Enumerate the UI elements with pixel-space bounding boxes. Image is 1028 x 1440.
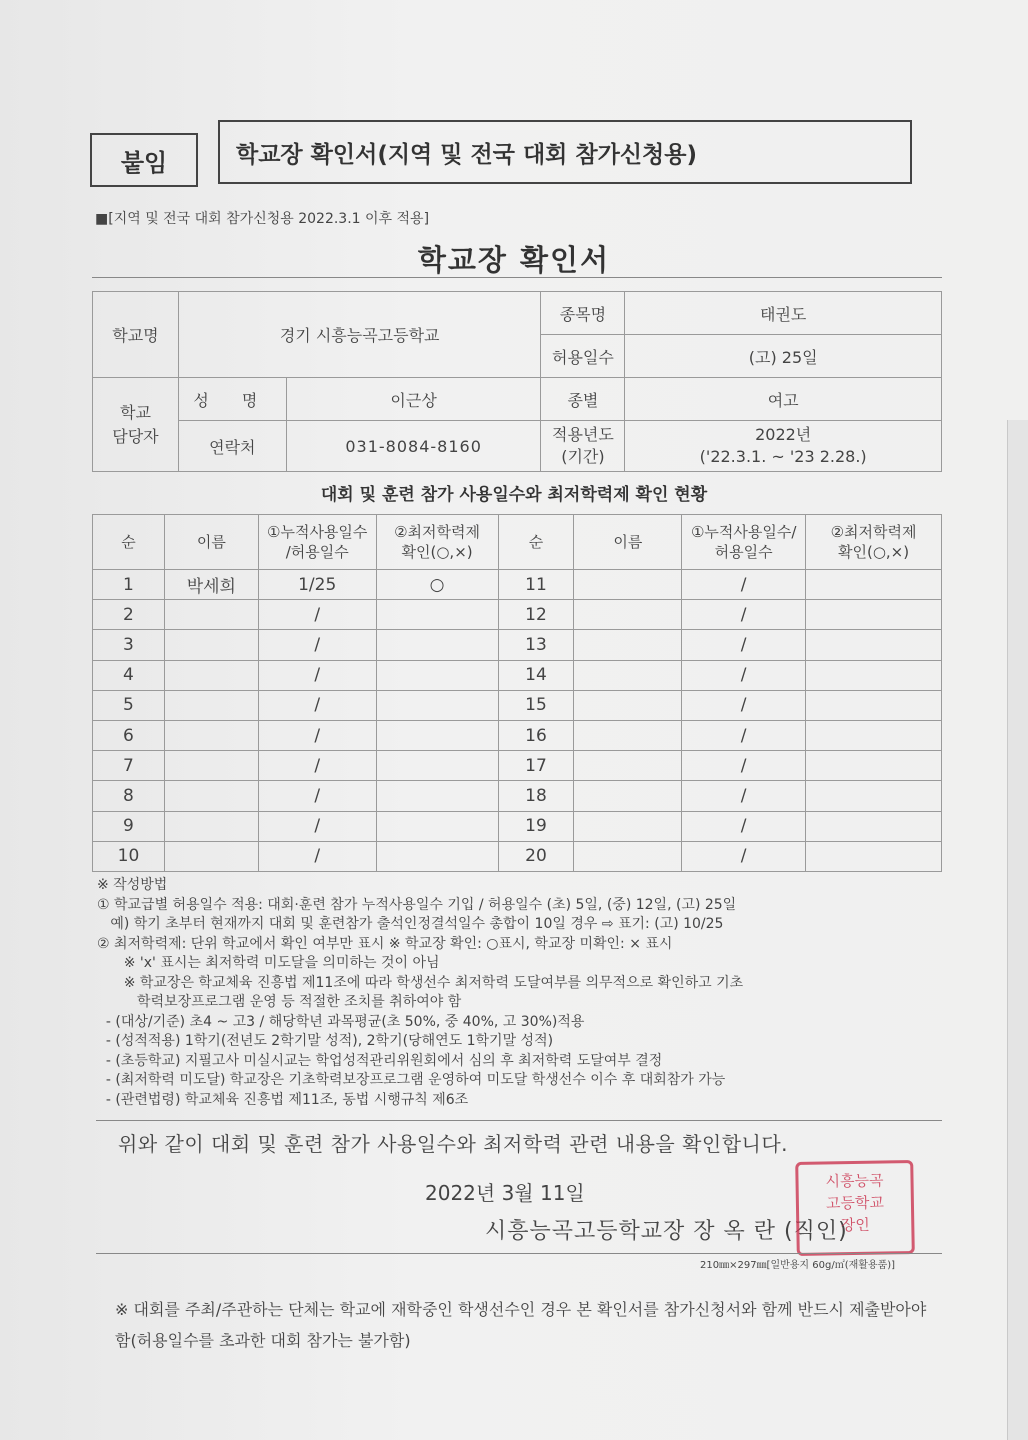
status-cell-check xyxy=(806,660,942,690)
status-cell-no: 1 xyxy=(93,570,165,600)
status-cell-days: / xyxy=(682,600,806,630)
header-name: 이름 xyxy=(164,515,258,570)
status-cell-days: / xyxy=(258,781,376,811)
status-cell-no: 7 xyxy=(93,751,165,781)
status-cell-check xyxy=(806,781,942,811)
status-cell-name: 박세희 xyxy=(164,570,258,600)
sport-value: 태권도 xyxy=(625,292,942,335)
status-cell-no: 12 xyxy=(498,600,574,630)
document-heading: 학교장 확인서(지역 및 전국 대회 참가신청용) xyxy=(218,120,912,184)
status-cell-no: 20 xyxy=(498,841,574,871)
signature-rule xyxy=(96,1253,942,1254)
header-no: 순 xyxy=(93,515,165,570)
status-cell-check xyxy=(376,600,498,630)
header-no-2: 순 xyxy=(498,515,574,570)
status-cell-days: / xyxy=(682,751,806,781)
header-days-2: ①누적사용일수/ 허용일수 xyxy=(682,515,806,570)
status-cell-check xyxy=(376,690,498,720)
status-cell-days: / xyxy=(682,781,806,811)
name-value: 이근상 xyxy=(286,378,541,421)
status-cell-check xyxy=(806,600,942,630)
footer-note: ※ 대회를 주최/주관하는 단체는 학교에 재학중인 학생선수인 경우 본 확인서를 참가신청서와 함께 반드시 제출받아야 함(허용일수를 초과한 대회 참가는 불가함) xyxy=(115,1300,927,1350)
status-cell-check xyxy=(806,841,942,871)
principal-signature: 시흥능곡고등학교장 장 옥 란 (직인) xyxy=(485,1219,848,1244)
status-cell-no: 18 xyxy=(498,781,574,811)
status-cell-check xyxy=(806,751,942,781)
status-cell-check xyxy=(376,811,498,841)
status-cell-name xyxy=(574,600,682,630)
status-cell-check xyxy=(806,630,942,660)
status-cell-no: 11 xyxy=(498,570,574,600)
status-cell-name xyxy=(574,841,682,871)
status-cell-check xyxy=(806,570,942,600)
status-cell-no: 13 xyxy=(498,630,574,660)
page-title: 학교장 확인서 xyxy=(417,243,611,277)
seal-glyphs: 시흥능곡 xyxy=(825,1171,884,1191)
status-cell-name xyxy=(164,720,258,750)
guide-line: - (초등학교) 지필고사 미실시교는 학업성적관리위원회에서 심의 후 최저학력 도달여부 결정 xyxy=(97,1052,663,1069)
paper-spec: 210㎜×297㎜[일반용지 60g/㎡(재활용품)] xyxy=(700,1260,896,1271)
status-cell-no: 8 xyxy=(93,781,165,811)
status-cell-check xyxy=(376,781,498,811)
table-row xyxy=(93,570,942,600)
table-row xyxy=(93,841,942,871)
allowed-days-value: (고) 25일 xyxy=(625,335,942,378)
status-cell-days: / xyxy=(258,841,376,871)
seal-glyphs: 장인 xyxy=(840,1215,870,1235)
sport-label: 종목명 xyxy=(541,292,625,335)
status-cell-days: / xyxy=(682,841,806,871)
status-cell-days: / xyxy=(682,811,806,841)
status-cell-name xyxy=(164,841,258,871)
writing-guide xyxy=(97,876,947,1110)
table-row xyxy=(93,600,942,630)
header-name-2: 이름 xyxy=(574,515,682,570)
status-cell-days: / xyxy=(258,811,376,841)
status-cell-days: / xyxy=(258,600,376,630)
year-cell xyxy=(625,421,942,472)
contact-value: 031-8084-8160 xyxy=(286,421,541,472)
manager-label: 학교 담당자 xyxy=(93,378,179,472)
status-cell-no: 17 xyxy=(498,751,574,781)
guide-rule xyxy=(96,1120,942,1121)
status-cell-days: / xyxy=(258,630,376,660)
status-cell-no: 6 xyxy=(93,720,165,750)
status-cell-days: / xyxy=(258,690,376,720)
guide-line: ※ 학교장은 학교체육 진흥법 제11조에 따라 학생선수 최저학력 도달여부를 의무적으로 확인하고 기초 xyxy=(97,974,744,991)
status-cell-name xyxy=(574,690,682,720)
school-info-table xyxy=(92,291,942,472)
status-cell-no: 14 xyxy=(498,660,574,690)
status-cell-check xyxy=(806,690,942,720)
status-cell-name xyxy=(164,751,258,781)
status-cell-check xyxy=(806,811,942,841)
form-note: ■[지역 및 전국 대회 참가신청용 2022.3.1 이후 적용] xyxy=(95,211,430,227)
header-check: ②최저학력제 확인(○,×) xyxy=(376,515,498,570)
official-seal xyxy=(795,1160,915,1256)
allowed-days-label: 허용일수 xyxy=(541,335,625,378)
header-check-2: ②최저학력제 확인(○,×) xyxy=(806,515,942,570)
status-cell-name xyxy=(164,600,258,630)
status-cell-days: / xyxy=(258,751,376,781)
status-cell-check xyxy=(376,841,498,871)
guide-line: - (최저학력 미도달) 학교장은 기초학력보장프로그램 운영하여 미도달 학생선수 이수 후 대회참가 가능 xyxy=(97,1072,726,1088)
status-cell-no: 9 xyxy=(93,811,165,841)
status-cell-days: / xyxy=(682,720,806,750)
table-row xyxy=(93,811,942,841)
table-row xyxy=(93,660,942,690)
table-row xyxy=(93,630,942,660)
status-cell-no: 2 xyxy=(93,600,165,630)
status-cell-name xyxy=(164,811,258,841)
issue-date: 2022년 3월 11일 xyxy=(425,1181,585,1205)
kind-label: 종별 xyxy=(541,378,625,421)
name-label: 성 명 xyxy=(178,378,286,421)
underlying-page-edge xyxy=(1007,420,1028,1440)
status-cell-name xyxy=(164,690,258,720)
status-cell-no: 19 xyxy=(498,811,574,841)
status-cell-check: ○ xyxy=(376,570,498,600)
confirmation-text: 위와 같이 대회 및 훈련 참가 사용일수와 최저학력 관련 내용을 확인합니다. xyxy=(118,1132,789,1156)
status-cell-check xyxy=(376,660,498,690)
period-value: ('22.3.1. ~ '23 2.28.) xyxy=(699,447,867,466)
status-cell-name xyxy=(574,811,682,841)
seal-glyphs: 고등학교 xyxy=(825,1193,885,1213)
status-table xyxy=(92,514,942,872)
school-label: 학교명 xyxy=(93,292,179,378)
header-days: ①누적사용일수 /허용일수 xyxy=(258,515,376,570)
status-cell-name xyxy=(574,751,682,781)
guide-line: ② 최저학력제: 단위 학교에서 확인 여부만 표시 ※ 학교장 확인: ○표시, 학교장 미확인: × 표시 xyxy=(97,935,673,952)
guide-line: - (대상/기준) 초4 ~ 고3 / 해당학년 과목평균(초 50%, 중 40%, 고 30%)적용 xyxy=(97,1013,585,1030)
status-cell-name xyxy=(574,660,682,690)
kind-value: 여고 xyxy=(625,378,942,421)
guide-line: 예) 학기 초부터 현재까지 대회 및 훈련참가 출석인정결석일수 총합이 10일 경우 ⇨ 표기: (고) 10/25 xyxy=(97,916,724,932)
attachment-label: 붙임 xyxy=(90,133,198,187)
status-cell-no: 5 xyxy=(93,690,165,720)
status-title: 대회 및 훈련 참가 사용일수와 최저학력제 확인 현황 xyxy=(320,485,708,505)
status-cell-no: 3 xyxy=(93,630,165,660)
status-cell-check xyxy=(806,720,942,750)
guide-line: - (성적적용) 1학기(전년도 2학기말 성적), 2학기(당해연도 1학기말 성적) xyxy=(97,1033,554,1049)
status-cell-check xyxy=(376,630,498,660)
status-header-row xyxy=(93,515,942,570)
status-cell-days: / xyxy=(682,690,806,720)
guide-line: 학력보장프로그램 운영 등 적절한 조치를 취하여야 함 xyxy=(97,994,462,1010)
title-rule xyxy=(92,277,942,278)
year-label: 적용년도 (기간) xyxy=(541,421,625,472)
school-value: 경기 시흥능곡고등학교 xyxy=(178,292,541,378)
status-cell-no: 10 xyxy=(93,841,165,871)
status-cell-no: 16 xyxy=(498,720,574,750)
table-row xyxy=(93,720,942,750)
table-row xyxy=(93,751,942,781)
status-cell-name xyxy=(574,570,682,600)
table-row xyxy=(93,781,942,811)
status-cell-name xyxy=(164,630,258,660)
guide-line: ① 학교급별 허용일수 적용: 대회·훈련 참가 누적사용일수 기입 / 허용일수 (초) 5일, (중) 12일, (고) 25일 xyxy=(97,896,737,913)
status-cell-days: / xyxy=(682,570,806,600)
status-cell-name xyxy=(164,660,258,690)
status-cell-check xyxy=(376,720,498,750)
guide-line: ※ 작성방법 xyxy=(97,877,168,893)
contact-label: 연락처 xyxy=(178,421,286,472)
status-cell-days: / xyxy=(682,660,806,690)
status-cell-name xyxy=(574,781,682,811)
status-cell-name xyxy=(164,781,258,811)
guide-line: - (관련법령) 학교체육 진흥법 제11조, 동법 시행규칙 제6조 xyxy=(97,1091,469,1108)
year-value: 2022년 xyxy=(755,425,812,444)
status-cell-name xyxy=(574,720,682,750)
status-cell-no: 15 xyxy=(498,690,574,720)
status-cell-days: / xyxy=(258,720,376,750)
status-cell-days: / xyxy=(258,660,376,690)
status-cell-days: 1/25 xyxy=(258,570,376,600)
status-cell-check xyxy=(376,751,498,781)
table-row xyxy=(93,690,942,720)
status-cell-days: / xyxy=(682,630,806,660)
guide-line: ※ 'x' 표시는 최저학력 미도달을 의미하는 것이 아님 xyxy=(97,955,440,971)
status-cell-name xyxy=(574,630,682,660)
status-cell-no: 4 xyxy=(93,660,165,690)
